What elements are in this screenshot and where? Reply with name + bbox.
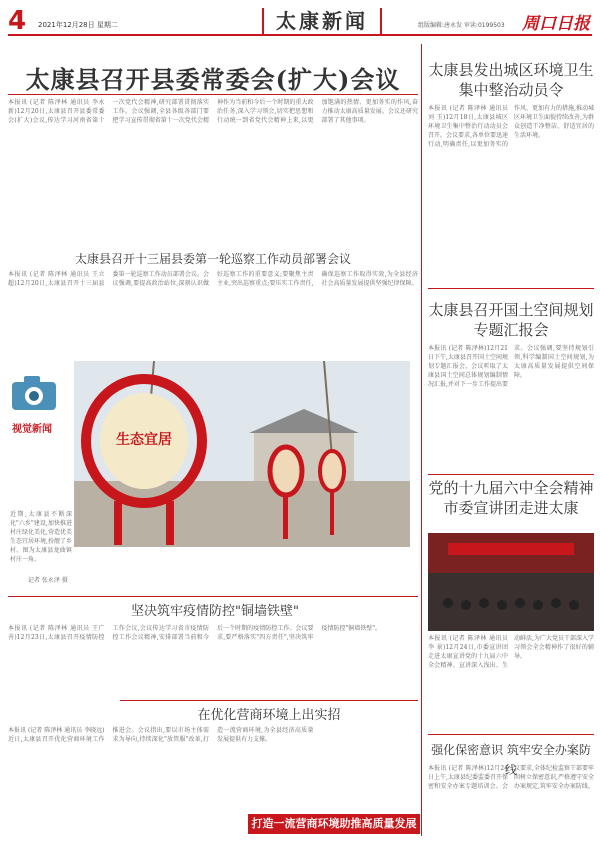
meeting-hall-image [428,533,594,631]
secrecy-body: 本报讯 (记者 陈泽林)12月24日上午,太康县纪委监委召开保密和安全办案专题培训会。会议要求,全体纪检监察干部要牢固树立保密意识,严格遵守安全办案规定,筑牢安全办案防线。 [428,765,594,790]
village-scene-image [74,361,410,547]
epidemic-headline: 坚决筑牢疫情防控"铜墙铁壁" [131,604,299,619]
business-body: 本报讯 (记者 陈泽林 通讯员 李晓远)近日,太康县召开优化营商环境工作推进会。会议指出,要以市场主体需求为导向,持续深化"放管服"改革,打造一流营商环境,为全县经济高质量发展提供有力支撑。 [8,727,314,743]
inspection-body: 本报讯 (记者 陈泽林 通讯员 王立超)12月20日,太康县召开十三届县委第一轮巡察工作动员部署会议。会议强调,要提高政治站位,深刻认识做好巡察工作的重要意义;要聚焦主责主业,突出巡察重点;要压实工作责任,确保巡察工作取得实效,为全县经济社会高质量发展提供坚强纪律保障。 [8,271,418,287]
planning-headline: 太康县召开国土空间规划专题汇报会 [428,301,594,339]
lead-headline: 太康县召开县委常委会(扩大)会议 [25,65,401,94]
banner-slogan: 打造一流营商环境助推高质量发展 [248,814,420,834]
sanitation-headline: 太康县发出城区环境卫生集中整治动员令 [428,61,594,99]
column-divider [421,44,422,836]
secrecy-headline: 强化保密意识 筑牢安全办案防线 [431,743,591,777]
newspaper-logo: 周口日报 [522,14,590,34]
epidemic-rule [8,596,418,597]
business-headline: 在优化营商环境上出实招 [197,708,341,723]
village-photo [74,361,410,547]
section-title: 太康新闻 [262,8,382,34]
business-rule [120,700,418,701]
lecture-body: 本报讯 (记者 陈泽林 通讯员 李 景)12月24日,市委宣讲团走进太康宣讲党的十九届六中全会精神。宣讲深入浅出、生动鲜活,为广大党员干部深入学习领会全会精神作了很好的辅导。 [428,635,594,669]
lead-rule [8,94,418,95]
issue-date: 2021年12月28日 星期二 [38,21,118,29]
page-number: 4 [8,6,27,36]
lead-body: 本报讯 (记者 陈泽林 通讯员 李永新)12月20日,太康县召开县委常委会(扩大)会议,传达学习河南省第十一次党代会精神,研究部署贯彻落实工作。会议强调,全县各级各部门要把学习宣传贯彻省第十一次党代会精神作为当前和今后一个时期的重大政治任务,深入学习领会,切实把思想和行动统一到省党代会精神上来,以更加饱满的热情、更加务实的作风,奋力推动太康高质量发展。会议还研究部署了其他事项。 [8,99,418,124]
photo-caption: 近期,太康县不断深化"六乡"建设,加快推进村庄绿化美化,营造优美生态宜居环境,扮靓了乡村。图为太康县龙曲镇村庄一角。 [10,511,72,563]
planning-body: 本报讯 (记者 陈泽林)12月21日下午,太康县召开国土空间规划专题汇报会。会议听取了太康县国土空间总体规划编制情况汇报,并对下一步工作提出要求。会议强调,要坚持规划引领,科学编制国土空间规划,为太康高质量发展提供空间保障。 [428,345,594,388]
planning-rule [428,288,594,289]
camera-icon [6,366,64,418]
lecture-headline: 党的十九届六中全会精神市委宣讲团走进太康 [428,479,594,517]
editor-line: 组版编辑:唐永发 审读:0199503 [418,22,505,29]
secrecy-rule [428,734,594,735]
epidemic-body: 本报讯 (记者 陈泽林 通讯员 王广善)12月23日,太康县召开疫情防控工作会议,会议传达学习省市疫情防控工作会议精神,安排部署当前和今后一个时期的疫情防控工作。会议要求,要严格落实"四方责任",坚决筑牢疫情防控"铜墙铁壁"。 [8,625,382,641]
lecture-rule [428,474,594,475]
meeting-photo [428,533,594,631]
photo-credit: 记者 张永泽 摄 [28,577,68,584]
photo-news-label: 视觉新闻 [12,424,52,435]
masthead [8,6,592,36]
inspection-headline: 太康县召开十三届县委第一轮巡察工作动员部署会议 [74,252,351,266]
sign-text: 生态宜居 [116,432,172,448]
sanitation-body: 本报讯 (记者 陈泽林 通讯员 刘 玉)12月18日,太康县城区环境卫生集中整治行动动员会召开。会议要求,各单位要迅速行动,明确责任,以更加务实的作风、更加有力的措施,推动城区环境卫生面貌持续改善,为群众创造干净整洁、舒适宜居的生活环境。 [428,105,594,148]
